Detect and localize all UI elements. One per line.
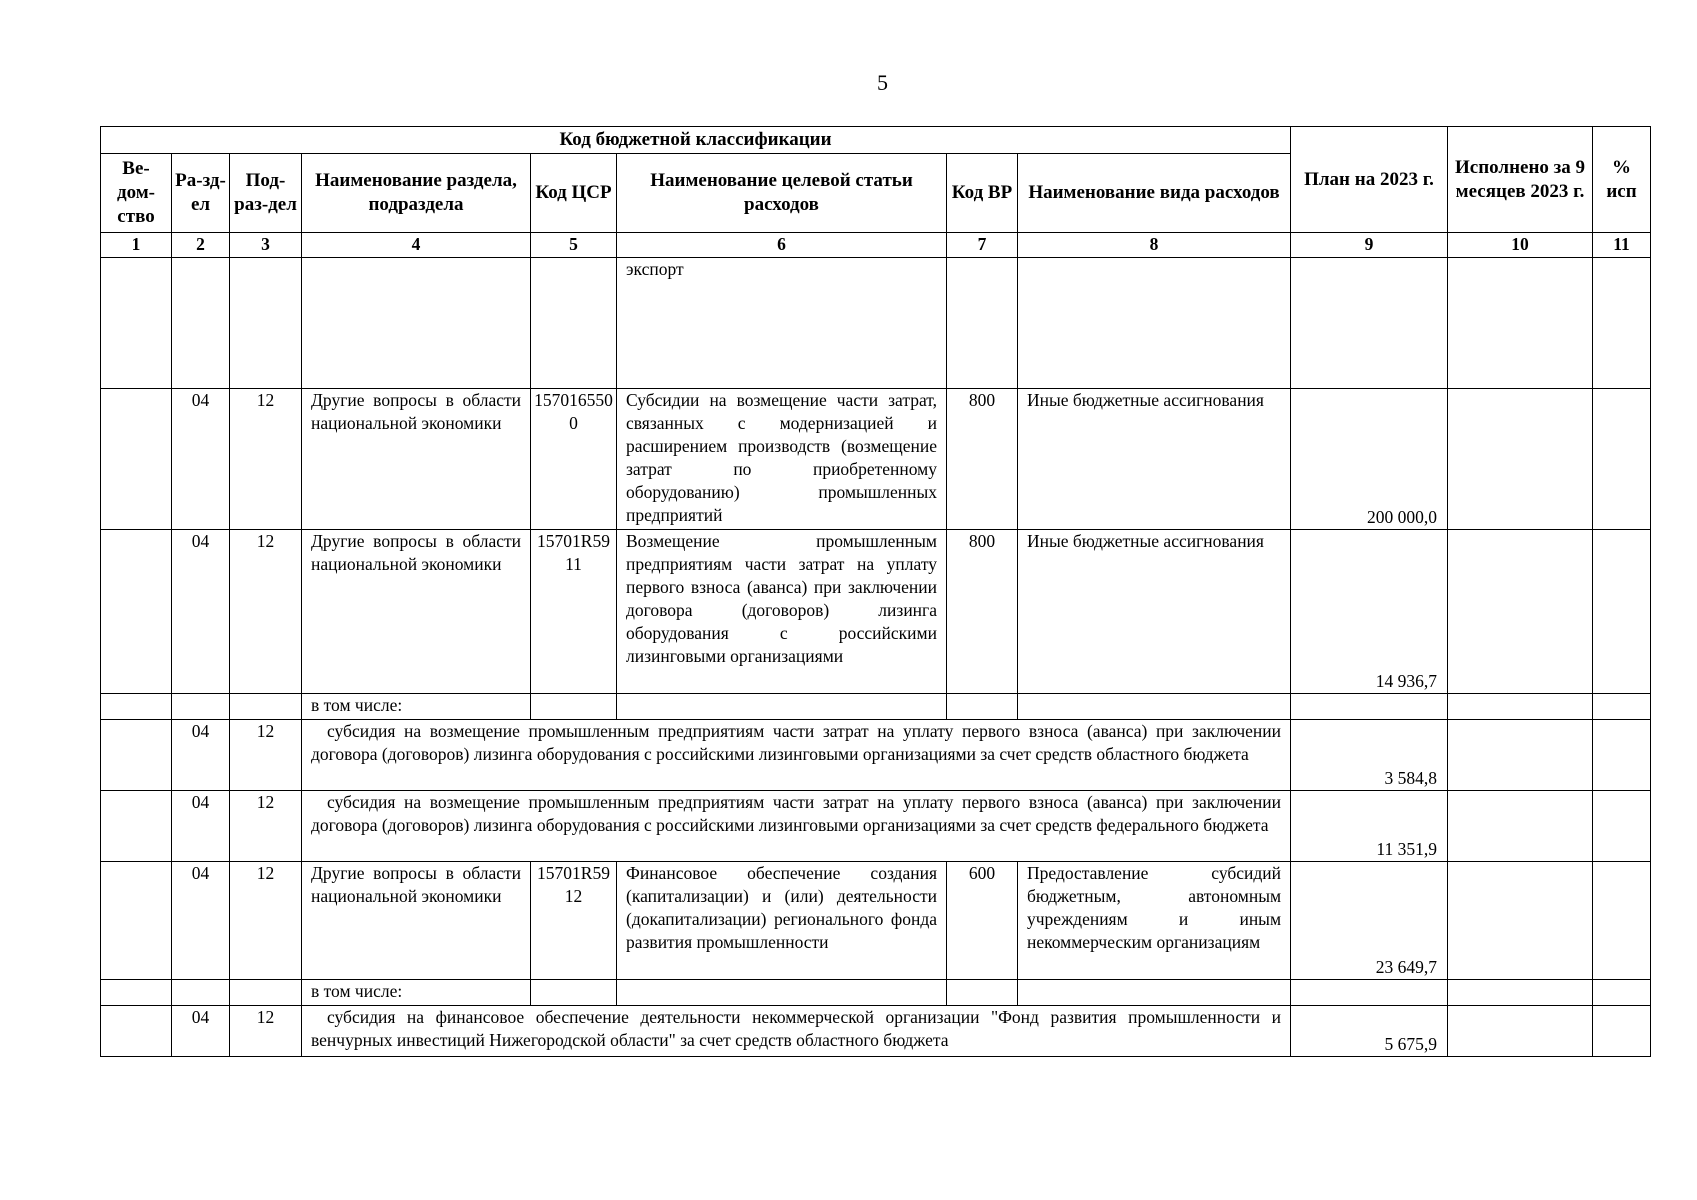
target-name: Субсидии на возмещение части затрат, связанных с модернизацией и расширением производств (возмещение затрат по приобретенному оборудованию) промышленных предприятий — [617, 389, 947, 530]
column-number: 3 — [230, 233, 302, 258]
csr-code: 15701R5912 — [531, 862, 617, 980]
header-podrazdel: Под-раз-дел — [230, 154, 302, 233]
header-expense-type: Наименование вида расходов — [1018, 154, 1291, 233]
razdel: 04 — [172, 720, 230, 791]
column-number: 1 — [101, 233, 172, 258]
header-executed: Исполнено за 9 месяцев 2023 г. — [1448, 127, 1593, 233]
razdel: 04 — [172, 791, 230, 862]
podrazdel: 12 — [230, 862, 302, 980]
column-number: 8 — [1018, 233, 1291, 258]
page-number: 5 — [877, 70, 888, 95]
razdel: 04 — [172, 862, 230, 980]
csr-code: 15701R5911 — [531, 530, 617, 694]
column-number: 7 — [947, 233, 1018, 258]
column-number: 11 — [1593, 233, 1651, 258]
vr-code: 800 — [947, 389, 1018, 530]
podrazdel: 12 — [230, 791, 302, 862]
header-vr: Код ВР — [947, 154, 1018, 233]
header-percent: % исп — [1593, 127, 1651, 233]
column-number: 9 — [1291, 233, 1448, 258]
table-row — [101, 720, 1651, 791]
razdel: 04 — [172, 1006, 230, 1057]
subsidy-description: субсидия на финансовое обеспечение деятельности некоммерческой организации "Фонд развития промышленности и венчурных инвестиций Нижегородской области" за счет средств областного бюджета — [302, 1006, 1291, 1057]
target-name: экспорт — [617, 258, 947, 389]
column-number: 5 — [531, 233, 617, 258]
budget-table — [100, 126, 1651, 1057]
plan-value: 14 936,7 — [1291, 530, 1448, 694]
table-row — [101, 530, 1651, 694]
column-number: 2 — [172, 233, 230, 258]
table-row — [101, 791, 1651, 862]
target-name: Возмещение промышленным предприятиям части затрат на уплату первого взноса (аванса) при заключении договора (договоров) лизинга оборудования с российскими лизинговыми организациями — [617, 530, 947, 694]
plan-value: 11 351,9 — [1291, 791, 1448, 862]
expense-type: Иные бюджетные ассигнования — [1018, 530, 1291, 694]
table-row — [101, 1006, 1651, 1057]
header-budget-classification: Код бюджетной классификации — [101, 127, 1291, 154]
header-target-name: Наименование целевой статьи расходов — [617, 154, 947, 233]
header-plan: План на 2023 г. — [1291, 127, 1448, 233]
podrazdel: 12 — [230, 720, 302, 791]
column-number: 6 — [617, 233, 947, 258]
expense-type: Иные бюджетные ассигнования — [1018, 389, 1291, 530]
including-note: в том числе: — [302, 980, 531, 1006]
table-row — [101, 980, 1651, 1006]
header-razdel: Ра-зд-ел — [172, 154, 230, 233]
header-section-name: Наименование раздела, подраздела — [302, 154, 531, 233]
target-name: Финансовое обеспечение создания (капитализации) и (или) деятельности (докапитализации) регионального фонда развития промышленности — [617, 862, 947, 980]
header-csr: Код ЦСР — [531, 154, 617, 233]
section-name: Другие вопросы в области национальной экономики — [302, 862, 531, 980]
table-row — [101, 258, 1651, 389]
subsidy-description: субсидия на возмещение промышленным предприятиям части затрат на уплату первого взноса (аванса) при заключении договора (договоров) лизинга оборудования с российскими лизинговыми организациями за счет средств федерального бюджета — [302, 791, 1291, 862]
table-row — [101, 694, 1651, 720]
column-number: 10 — [1448, 233, 1593, 258]
column-number: 4 — [302, 233, 531, 258]
header-vedomstvo: Ве-дом-ство — [101, 154, 172, 233]
vr-code: 600 — [947, 862, 1018, 980]
expense-type: Предоставление субсидий бюджетным, автономным учреждениям и иным некоммерческим организациям — [1018, 862, 1291, 980]
podrazdel: 12 — [230, 389, 302, 530]
table-row — [101, 862, 1651, 980]
section-name: Другие вопросы в области национальной экономики — [302, 389, 531, 530]
including-note: в том числе: — [302, 694, 531, 720]
podrazdel: 12 — [230, 530, 302, 694]
razdel: 04 — [172, 389, 230, 530]
vr-code: 800 — [947, 530, 1018, 694]
subsidy-description: субсидия на возмещение промышленным предприятиям части затрат на уплату первого взноса (аванса) при заключении договора (договоров) лизинга оборудования с российскими лизинговыми организациями за счет средств областного бюджета — [302, 720, 1291, 791]
podrazdel: 12 — [230, 1006, 302, 1057]
plan-value: 3 584,8 — [1291, 720, 1448, 791]
plan-value: 200 000,0 — [1291, 389, 1448, 530]
plan-value: 23 649,7 — [1291, 862, 1448, 980]
csr-code: 1570165500 — [531, 389, 617, 530]
table-row — [101, 389, 1651, 530]
column-number-row — [101, 233, 1651, 258]
section-name: Другие вопросы в области национальной экономики — [302, 530, 531, 694]
razdel: 04 — [172, 530, 230, 694]
plan-value: 5 675,9 — [1291, 1006, 1448, 1057]
